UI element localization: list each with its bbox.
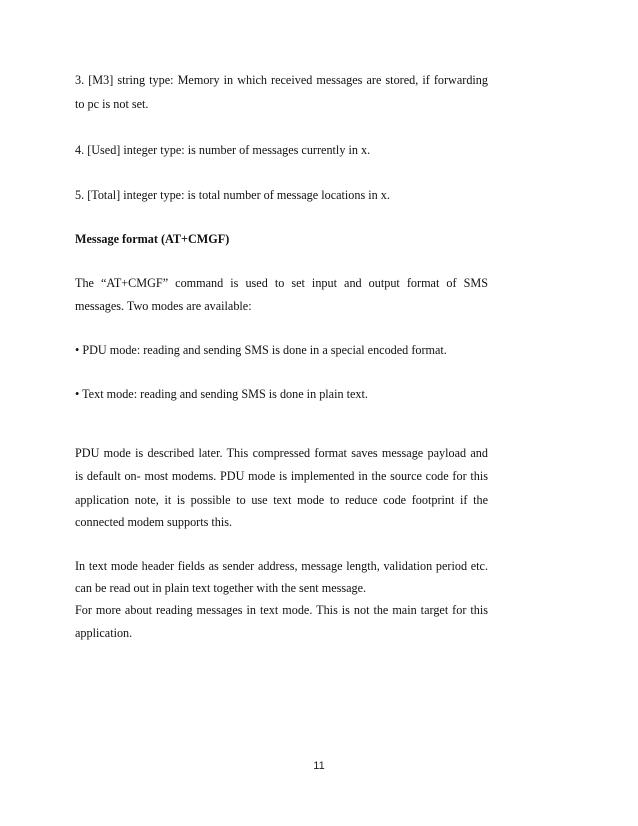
more-paragraph-line-1: For more about reading messages in text mode. This is not the main target for this	[75, 603, 488, 617]
intro-line-1: The “AT+CMGF” command is used to set input and output format of SMS	[75, 276, 488, 290]
bullet-pdu-mode: • PDU mode: reading and sending SMS is done in a special encoded format.	[75, 343, 447, 357]
text-mode-paragraph-line-1: In text mode header fields as sender address, message length, validation period etc.	[75, 559, 488, 573]
text-mode-paragraph-line-2: can be read out in plain text together with the sent message.	[75, 581, 367, 595]
item-3-line-2: to pc is not set.	[75, 97, 149, 111]
section-heading: Message format (AT+CMGF)	[75, 232, 230, 246]
item-4: 4. [Used] integer type: is number of messages currently in x.	[75, 143, 371, 157]
pdu-paragraph-line-3: application note, it is possible to use text mode to reduce code footprint if the	[75, 493, 488, 507]
pdu-paragraph-line-2: is default on- most modems. PDU mode is implemented in the source code for this	[75, 469, 488, 483]
item-3-line-1: 3. [M3] string type: Memory in which received messages are stored, if forwarding	[75, 73, 488, 87]
more-paragraph-line-2: application.	[75, 626, 133, 640]
intro-line-2: messages. Two modes are available:	[75, 299, 252, 313]
page-number: 11	[313, 760, 325, 772]
pdu-paragraph-line-4: connected modem supports this.	[75, 515, 233, 529]
pdu-paragraph-line-1: PDU mode is described later. This compressed format saves message payload and	[75, 446, 488, 460]
bullet-text-mode: • Text mode: reading and sending SMS is done in plain text.	[75, 387, 368, 401]
item-5: 5. [Total] integer type: is total number of message locations in x.	[75, 188, 390, 202]
